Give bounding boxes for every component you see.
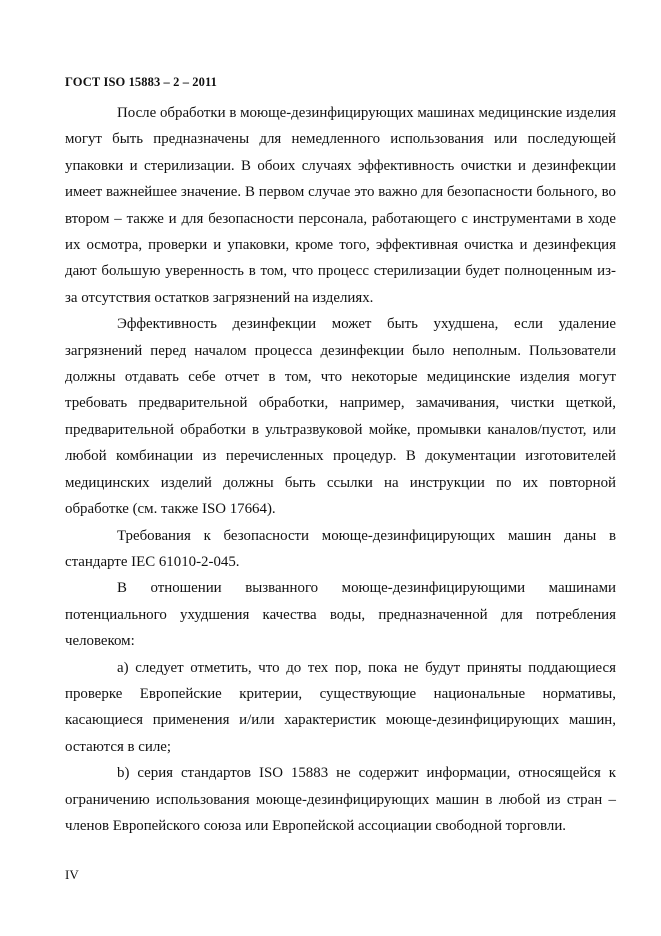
list-item-b: b) серия стандартов ISO 15883 не содержит информации, относящейся к ограничению использования моюще-дезинфицирующих машин в любой из стран – членов Европейского союза или Европейской ассоциации свободной торговли. <box>65 765 616 834</box>
document-header: ГОСТ ISO 15883 – 2 – 2011 <box>65 75 217 89</box>
document-body <box>65 100 616 839</box>
list-item-a: а) следует отметить, что до тех пор, пока не будут приняты поддающиеся проверке Европейские критерии, существующие национальные нормативы, касающиеся применения и/или характеристик моюще-дезинфицирующих машин, остаются в силе; <box>65 659 616 755</box>
page-number: IV <box>65 867 79 882</box>
paragraph-water-quality: В отношении вызванного моюще-дезинфицирующими машинами потенциального ухудшения качества воды, предназначенной для потребления человеком: <box>65 580 616 650</box>
paragraph-processing-purpose: После обработки в моюще-дезинфицирующих машинах медицинские изделия могут быть предназначены для немедленного использования или последующей упаковки и стерилизации. В обоих случаях эффективность очистки и дезинфекции имеет важнейшее значение. В первом случае это важно для безопасности больного, во втором – также и для безопасности персонала, работающего с инструментами в ходе их осмотра, проверки и упаковки, кроме того, эффективная очистка и дезинфекция дают большую уверенность в том, что процесс стерилизации будет полноценным из-за отсутствия остатков загрязнений на изделиях. <box>65 105 616 306</box>
paragraph-disinfection-effectiveness: Эффективность дезинфекции может быть ухудшена, если удаление загрязнений перед началом процесса дезинфекции было неполным. Пользователи должны отдавать себе отчет в том, что некоторые медицинские изделия могут требовать предварительной обработки, например, замачивания, чистки щеткой, предварительной обработки в ультразвуковой мойке, промывки каналов/пустот, или любой комбинации из перечисленных процедур. В документации изготовителей медицинских изделий должны быть ссылки на инструкции по их повторной обработке (см. также ISO 17664). <box>65 316 616 518</box>
paragraph-safety-requirements: Требования к безопасности моюще-дезинфицирующих машин даны в стандарте IEC 61010-2-045. <box>65 527 616 570</box>
